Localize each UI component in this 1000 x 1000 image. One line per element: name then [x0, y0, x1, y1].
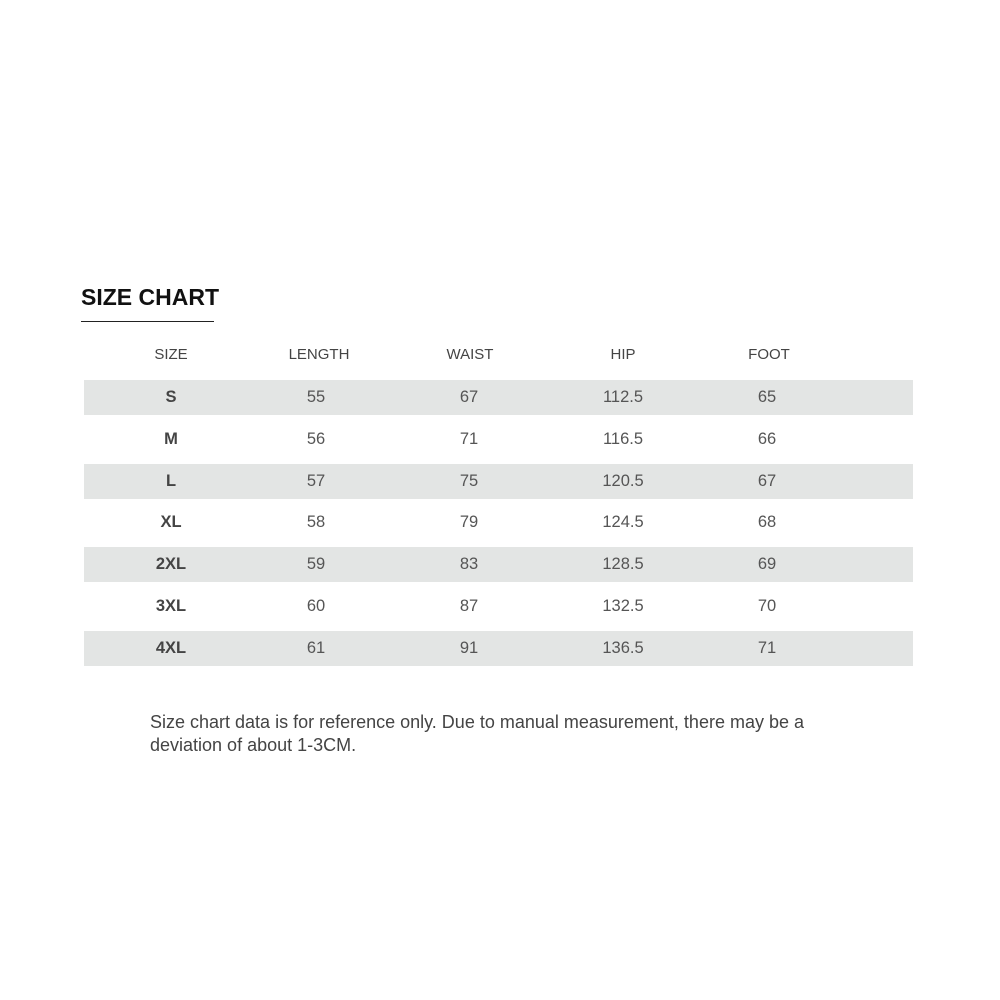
table-row: [84, 547, 913, 582]
cell-hip: 136.5: [602, 638, 644, 657]
cell-hip: 112.5: [602, 388, 644, 406]
header-length: LENGTH: [288, 346, 350, 363]
cell-waist: 91: [459, 638, 479, 657]
cell-hip: 124.5: [602, 513, 644, 532]
cell-foot: 69: [757, 555, 777, 574]
cell-size: 3XL: [155, 596, 187, 615]
cell-foot: 65: [757, 388, 777, 406]
cell-foot: 68: [757, 513, 777, 532]
cell-hip: 116.5: [602, 429, 644, 448]
cell-length: 55: [306, 388, 326, 406]
page-title: SIZE CHART: [81, 284, 219, 310]
title-underline: [81, 321, 214, 322]
cell-foot: 71: [757, 638, 777, 657]
table-row: [84, 631, 913, 666]
header-hip: HIP: [610, 346, 636, 363]
table-row: [84, 505, 913, 540]
cell-waist: 83: [459, 555, 479, 574]
cell-hip: 128.5: [602, 555, 644, 574]
cell-size: 2XL: [155, 555, 187, 574]
cell-waist: 75: [459, 471, 479, 490]
cell-foot: 70: [757, 596, 777, 615]
cell-size: M: [164, 429, 178, 448]
cell-waist: 79: [459, 513, 479, 532]
cell-hip: 132.5: [602, 596, 644, 615]
table-row: [84, 422, 913, 457]
cell-length: 56: [306, 429, 326, 448]
header-foot: FOOT: [748, 346, 790, 363]
cell-waist: 87: [459, 596, 479, 615]
table-row: [84, 380, 913, 415]
cell-foot: 67: [757, 471, 777, 490]
cell-waist: 67: [459, 388, 479, 406]
cell-length: 57: [306, 471, 326, 490]
cell-length: 59: [306, 555, 326, 574]
cell-size: L: [165, 471, 177, 490]
cell-length: 58: [306, 513, 326, 532]
header-size: SIZE: [154, 346, 188, 363]
cell-size: S: [165, 388, 177, 406]
cell-size: XL: [160, 513, 182, 532]
cell-waist: 71: [459, 429, 479, 448]
table-header-row: [84, 344, 913, 368]
table-row: [84, 464, 913, 499]
cell-length: 60: [306, 596, 326, 615]
disclaimer-note: Size chart data is for reference only. Due to manual measurement, there may be a deviation of about 1-3CM.: [150, 712, 804, 755]
size-table: [84, 380, 913, 673]
header-waist: WAIST: [446, 346, 494, 363]
cell-foot: 66: [757, 429, 777, 448]
cell-size: 4XL: [155, 638, 187, 657]
table-row: [84, 589, 913, 624]
cell-hip: 120.5: [602, 471, 644, 490]
cell-length: 61: [306, 638, 326, 657]
